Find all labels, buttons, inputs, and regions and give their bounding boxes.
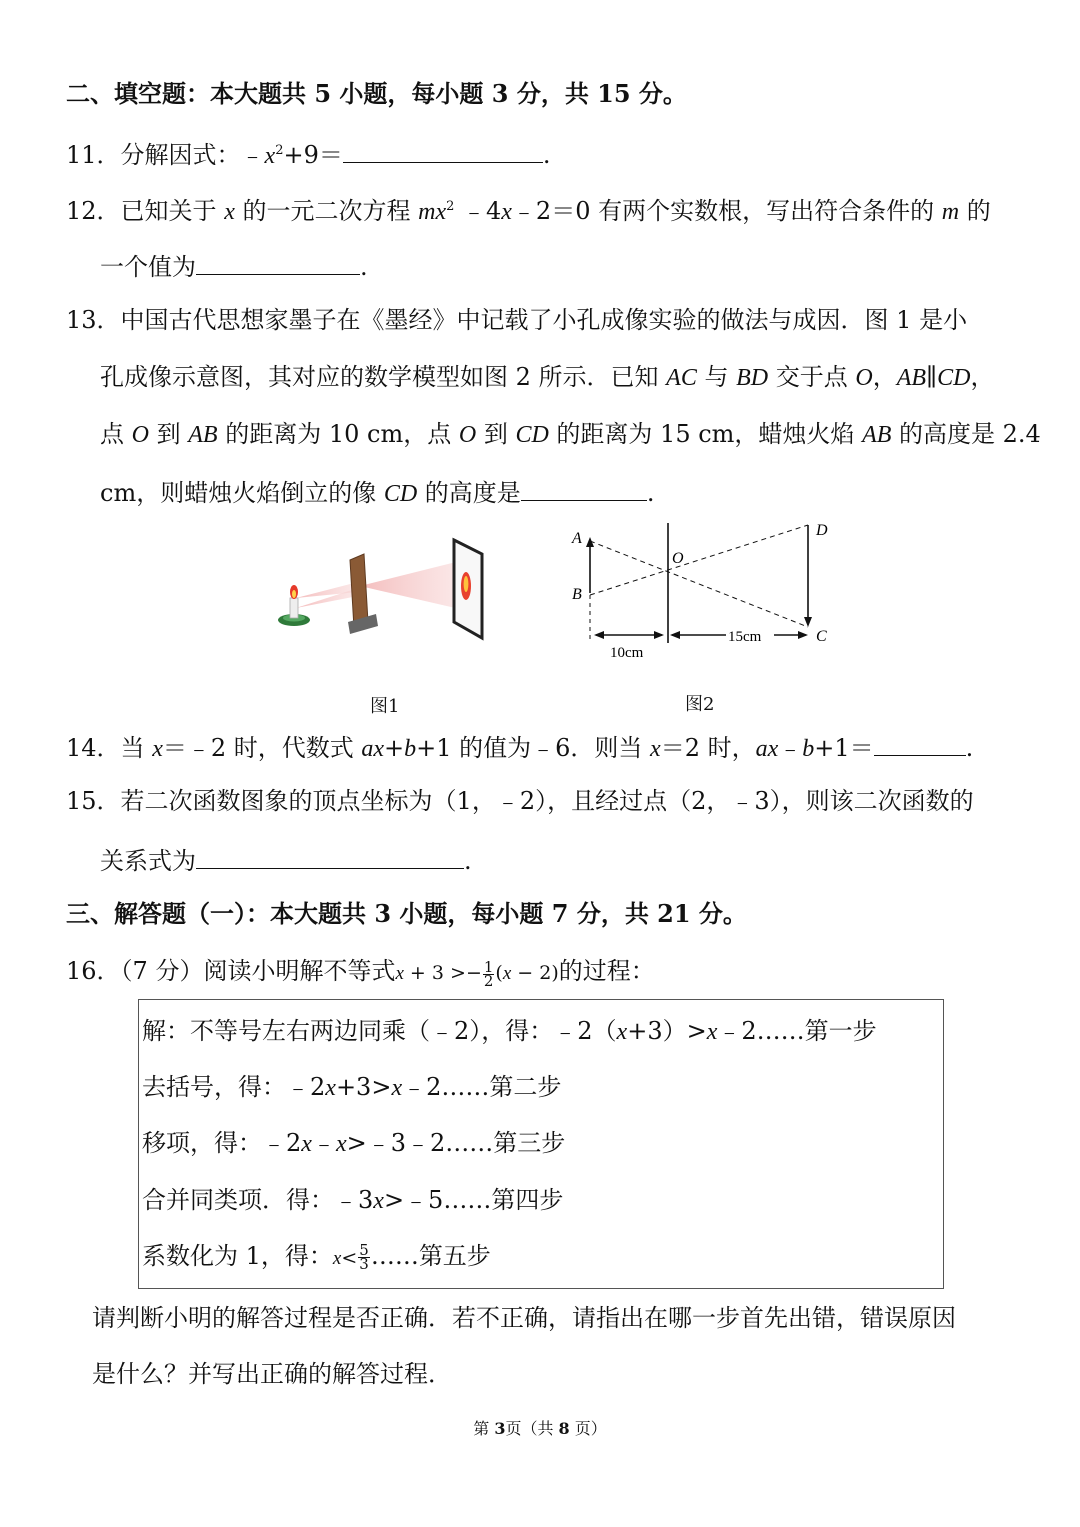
solution-step-4: 合并同类项．得：﹣3x>﹣5……第四步 [142, 1186, 564, 1214]
answer-blank-11[interactable] [343, 136, 543, 163]
question-16-ask-line1: 请判断小明的解答过程是否正确．若不正确，请指出在哪一步首先出错，错误原因 [92, 1304, 956, 1332]
question-15: 15．若二次函数图象的顶点坐标为（1，﹣2），且经过点（2，﹣3），则该二次函数的 [66, 787, 974, 815]
figure-1-caption: 图1 [370, 696, 400, 717]
solution-step-2: 去括号，得：﹣2x+3>x﹣2……第二步 [142, 1073, 562, 1101]
question-15-line2: 关系式为 . [100, 842, 472, 877]
solution-step-5: 系数化为 1，得：x< $\frac{5}{3}$ ……第五步 [142, 1241, 491, 1273]
question-12: 12．已知关于 x 的一元二次方程 $mx^2$ ﹣4x﹣2＝0 有两个实数根，写出符合条件的 m 的 [66, 197, 991, 225]
question-11: 11．分解因式：$﹣x^2+9=$ . [66, 135, 551, 172]
figure-1-pinhole-illustration [268, 530, 498, 650]
figure-2-geometry-diagram [560, 515, 850, 665]
solution-step-1: 解：不等号左右两边同乘（﹣2），得：﹣2（x+3）>x﹣2……第一步 [142, 1017, 877, 1045]
label-A: A [572, 530, 582, 547]
section-2-heading: 二、填空题：本大题共 5 小题，每小题 3 分，共 15 分。 [66, 79, 687, 108]
question-16: 16．（7 分）阅读小明解不等式x + 3 >− $\frac{1}{2}$ (x − 2)的过程： [66, 957, 655, 990]
answer-blank-13[interactable] [521, 474, 647, 501]
label-O: O [672, 550, 684, 567]
answer-blank-14[interactable] [874, 729, 966, 756]
question-16-ask-line2: 是什么？并写出正确的解答过程． [92, 1360, 452, 1388]
label-D: D [816, 522, 828, 539]
solution-step-3: 移项，得：﹣2x﹣x>﹣3﹣2……第三步 [142, 1129, 566, 1157]
page-total: 8 [558, 1419, 570, 1438]
label-10cm: 10cm [610, 645, 644, 661]
fraction-five-thirds: $\frac{5}{3}$ [359, 1241, 369, 1273]
page-footer: 第 3页（共 8 页） [473, 1419, 607, 1438]
question-13: 13．中国古代思想家墨子在《墨经》中记载了小孔成像实验的做法与成因．图 1 是小 [66, 306, 968, 334]
page-number: 3 [494, 1419, 506, 1438]
answer-blank-15[interactable] [196, 842, 464, 869]
question-13-line3: 点 O 到 AB 的距离为 10 cm，点 O 到 CD 的距离为 15 cm，蜡烛火焰 AB 的高度是 2.4 [100, 420, 1041, 448]
label-15cm: 15cm [728, 629, 762, 645]
question-13-line2: 孔成像示意图，其对应的数学模型如图 2 所示．已知 AC 与 BD 交于点 O，AB∥CD， [100, 363, 995, 391]
answer-blank-12[interactable] [196, 248, 360, 275]
figure-2-caption: 图2 [685, 694, 715, 715]
question-14: 14．当 x＝﹣2 时，代数式 ax+b+1 的值为﹣6．则当 x＝2 时，ax﹣b+1＝ . [66, 729, 973, 765]
fraction-one-half: $\frac{1}{2}$ [483, 957, 494, 990]
section-3-heading: 三、解答题（一）：本大题共 3 小题，每小题 7 分，共 21 分。 [66, 899, 747, 928]
question-12-line2: 一个值为 . [100, 248, 368, 283]
question-13-line4: cm，则蜡烛火焰倒立的像 CD 的高度是 . [100, 474, 654, 510]
label-C: C [816, 628, 827, 645]
label-B: B [572, 586, 582, 603]
